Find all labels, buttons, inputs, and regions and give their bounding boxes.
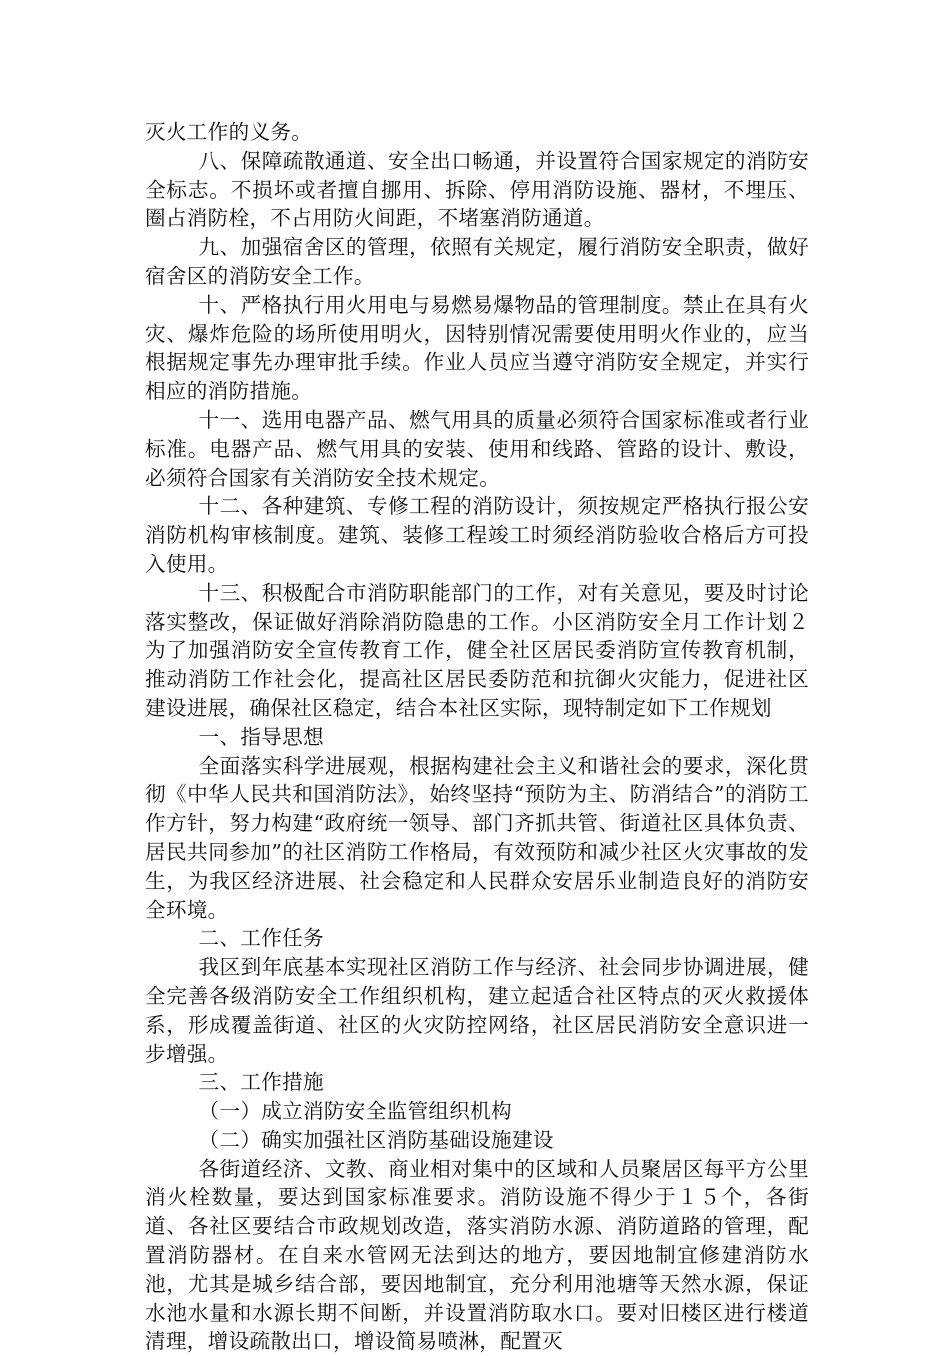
section-heading-tasks: 二、工作任务 — [198, 926, 324, 951]
paragraph-guiding-thought: 全面落实科学进展观，根据构建社会主义和谐社会的要求，深化贯彻《中华人民共和国消防法》，始终坚持“预防为主、防消结合”的消防工作方针，努力构建“政府统一领导、部门齐抓共管、街道社区具体负责、居民共同参加”的社区消防工作格局，有效预防和减少社区火灾事故的发生，为我区经济进展、社会稳定和人民群众安居乐业制造良好的消防安全环境。 — [145, 753, 809, 922]
section-heading-measures: 三、工作措施 — [198, 1070, 324, 1095]
paragraph-item-9: 九、加强宿舍区的管理，依照有关规定，履行消防安全职责，做好宿舍区的消防安全工作。 — [145, 235, 809, 288]
subheading-measure-2: （二）确实加强社区消防基础设施建设 — [198, 1127, 554, 1152]
paragraph-item-10: 十、严格执行用火用电与易燃易爆物品的管理制度。禁止在具有火灾、爆炸危险的场所使用明火，因特别情况需要使用明火作业的，应当根据规定事先办理审批手续。作业人员应当遵守消防安全规定，并实行相应的消防措施。 — [145, 292, 809, 404]
document-body — [145, 118, 809, 1356]
paragraph-item-11: 十一、选用电器产品、燃气用具的质量必须符合国家标准或者行业标准。电器产品、燃气用具的安装、使用和线路、管路的设计、敷设，必须符合国家有关消防安全技术规定。 — [145, 407, 809, 490]
paragraph-continuation: 灭火工作的义务。 — [145, 120, 313, 144]
subheading-measure-1: （一）成立消防安全监管组织机构 — [198, 1099, 512, 1124]
section-heading-guiding-thought: 一、指导思想 — [198, 724, 324, 749]
paragraph-tasks: 我区到年底基本实现社区消防工作与经济、社会同步协调进展，健全完善各级消防安全工作组织机构，建立起适合社区特点的灭火救援体系，形成覆盖街道、社区的火灾防控网络，社区居民消防安全意识进一步增强。 — [145, 955, 809, 1066]
paragraph-item-8: 八、保障疏散通道、安全出口畅通，并设置符合国家规定的消防安全标志。不损坏或者擅自挪用、拆除、停用消防设施、器材，不埋压、圈占消防栓，不占用防火间距，不堵塞消防通道。 — [145, 148, 809, 231]
paragraph-item-12: 十二、各种建筑、专修工程的消防设计，须按规定严格执行报公安消防机构审核制度。建筑、装修工程竣工时须经消防验收合格后方可投入使用。 — [145, 494, 809, 576]
paragraph-item-13: 十三、积极配合市消防职能部门的工作，对有关意见，要及时讨论落实整改，保证做好消除消防隐患的工作。小区消防安全月工作计划２为了加强消防安全宣传教育工作，健全社区居民委消防宣传教育机制，推动消防工作社会化，提高社区居民委防范和抗御火灾能力，促进社区建设进展，确保社区稳定，结合本社区实际，现特制定如下工作规划 — [145, 580, 809, 720]
paragraph-measures-detail: 各街道经济、文教、商业相对集中的区域和人员聚居区每平方公里消火栓数量，要达到国家标准要求。消防设施不得少于１５个，各街道、各社区要结合市政规划改造，落实消防水源、消防道路的管理，配置消防器材。在自来水管网无法到达的地方，要因地制宜修建消防水池，尤其是城乡结合部，要因地制宜，充分利用池塘等天然水源，保证水池水量和水源长期不间断，并设置消防取水口。要对旧楼区进行楼道清理，增设疏散出口，增设简易喷淋，配置灭 — [145, 1156, 809, 1354]
